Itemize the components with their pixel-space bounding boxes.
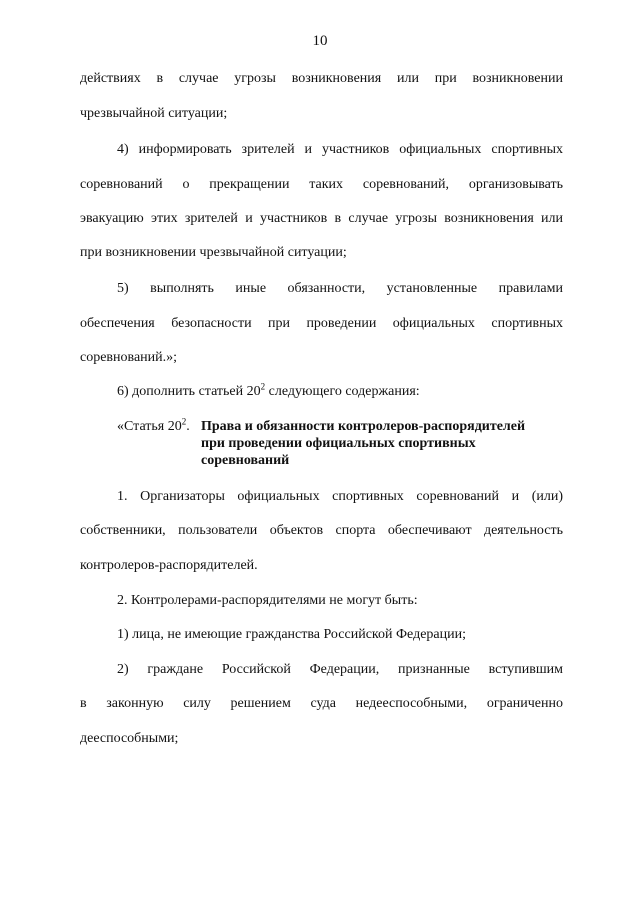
text-line: собственники, пользователи объектов спорта обеспечивают деятельность [80,523,563,538]
article-label-superscript: 2 [181,416,187,427]
text-line: соревнований.»; [80,350,178,365]
text-fragment: следующего содержания: [265,384,420,399]
superscript: 2 [260,381,266,392]
article-title-line: Права и обязанности контролеров-распорядителей [201,419,526,434]
text-line: контролеров-распорядителей. [80,558,258,573]
article-label-suffix: . [186,419,190,434]
text-line: 2) граждане Российской Федерации, признанные вступившим [117,662,563,677]
text-line: 5) выполнять иные обязанности, установленные правилами [117,281,563,296]
text-line: обеспечения безопасности при проведении официальных спортивных [80,316,563,331]
page-number: 10 [312,33,328,49]
article-title [201,418,571,469]
text-line: чрезвычайной ситуации; [80,106,228,121]
article-label [117,418,190,436]
text-line: 1) лица, не имеющие гражданства Российской Федерации; [117,627,466,642]
text-fragment: 6) дополнить статьей 20 [117,384,261,399]
text-line: действиях в случае угрозы возникновения или при возникновении [80,71,563,86]
text-line: соревнований о прекращении таких соревнований, организовывать [80,177,563,192]
text-line [117,383,563,401]
text-line: эвакуацию этих зрителей и участников в случае угрозы возникновения или [80,211,563,226]
text-line: 2. Контролерами-распорядителями не могут быть: [117,593,418,608]
article-title-line: при проведении официальных спортивных [201,436,476,451]
text-line: дееспособными; [80,731,179,746]
text-line: при возникновении чрезвычайной ситуации; [80,245,347,260]
text-line: 4) информировать зрителей и участников официальных спортивных [117,142,563,157]
article-title-line: соревнований [201,453,290,468]
text-line: 1. Организаторы официальных спортивных соревнований и (или) [117,489,563,504]
text-line: в законную силу решением суда недееспособными, ограниченно [80,696,563,711]
article-label-text: «Статья 20 [117,419,182,434]
